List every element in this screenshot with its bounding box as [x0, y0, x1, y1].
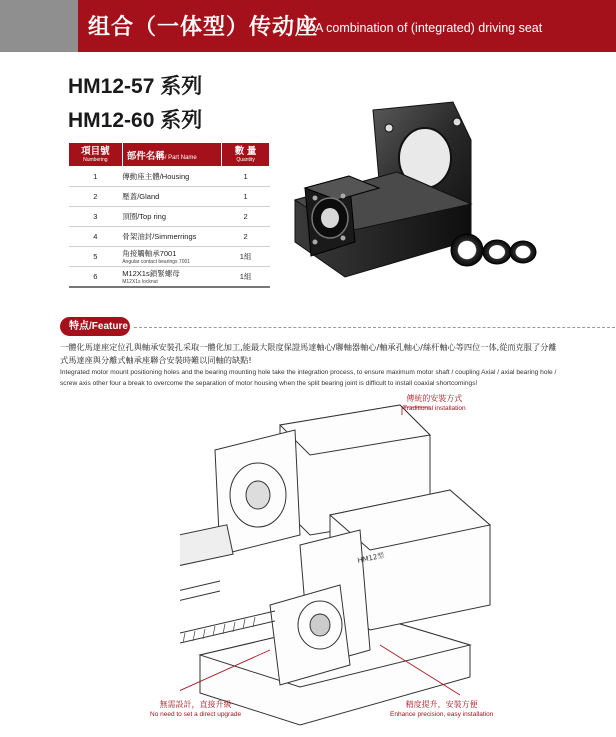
- row-quantity: 2: [222, 227, 270, 247]
- header-quantity: 數 量 Quantity: [222, 143, 270, 167]
- header-numbering: 項目號 Numbering: [69, 143, 123, 167]
- table-row: [69, 227, 270, 247]
- banner-title-en: A combination of (integrated) driving seat: [315, 21, 543, 35]
- feature-text-en: Integrated motor mount positioning holes and the bearing mounting hole take the integration process, to ensure maximum motor shaft / coupling Axial / axial bearing hole / screw axis other four a break to overcome the separation of motor housing when the split bearing joint is difficult to install coaxial shortcomings!: [60, 369, 557, 387]
- row-number: 2: [69, 187, 123, 207]
- row-number: 6: [69, 267, 123, 287]
- row-number: 4: [69, 227, 123, 247]
- row-number: 1: [69, 167, 123, 187]
- parts-table: [68, 142, 270, 288]
- callout-direct-upgrade: [150, 700, 241, 719]
- callout-traditional-cn: 傳統的安裝方式: [406, 394, 463, 403]
- callout-traditional: [403, 394, 466, 413]
- diagram-model-label: HM12型: [356, 551, 386, 565]
- row-quantity: 1: [222, 187, 270, 207]
- row-quantity: 2: [222, 207, 270, 227]
- row-part-name: 壓蓋/Gland: [122, 187, 222, 207]
- banner-gray-block: [0, 0, 78, 52]
- feature-text-cn: 一體化馬達座定位孔與軸承安裝孔采取一體化加工,能最大限度保證馬達軸心/聯軸器軸心/軸承孔軸心/絲杆軸心等四位一体,從而克服了分離式馬達座與分離式軸承座聯合安裝時難以同軸的缺點!: [60, 342, 557, 365]
- table-row: [69, 167, 270, 187]
- callout-direct-cn: 無需設計，直接升級: [159, 700, 232, 709]
- feature-label: 特点/Feature: [60, 317, 130, 336]
- series-title-60: HM12-60 系列: [68, 109, 203, 132]
- row-part-name: [122, 267, 222, 287]
- series-title-57: HM12-57 系列: [68, 75, 203, 98]
- row-quantity: 1: [222, 167, 270, 187]
- row-part-name-sub: Angular contact bearings 7001: [122, 259, 191, 265]
- product-photo: [285, 92, 555, 302]
- table-header-row: [69, 143, 270, 167]
- table-row: [69, 247, 270, 267]
- banner-title-cn: 组合（一体型）传动座: [88, 15, 319, 40]
- row-part-name: [122, 247, 222, 267]
- callout-enhance-en: Enhance precision, easy installation: [390, 711, 494, 718]
- row-part-name-sub: M12X1s locknut: [122, 278, 158, 285]
- row-part-name: 骨架油封/Simmerrings: [122, 227, 222, 247]
- row-part-name: 傳動座主體/Housing: [122, 167, 222, 187]
- callout-traditional-en: Traditional installation: [403, 405, 466, 412]
- table-row: [69, 207, 270, 227]
- row-part-name-main: 角接觸軸承7001: [122, 249, 177, 258]
- callout-enhance: [390, 700, 493, 719]
- row-number: 5: [69, 247, 123, 267]
- callout-enhance-cn: 精度提升，安裝方便: [405, 700, 478, 709]
- row-quantity: 1組: [222, 247, 270, 267]
- row-number: 3: [69, 207, 123, 227]
- feature-divider: [134, 327, 616, 328]
- installation-diagram: [180, 395, 540, 735]
- header-part-name: 部件名稱/ Part Name: [122, 143, 222, 167]
- row-quantity: 1組: [222, 267, 270, 287]
- callout-direct-en: No need to set a direct upgrade: [150, 711, 242, 718]
- row-part-name-main: M12X1s鎖緊螺母: [122, 268, 180, 278]
- header-banner: [0, 0, 616, 52]
- table-row: [69, 267, 270, 287]
- table-row: [69, 187, 270, 207]
- row-part-name: 頂圈/Top ring: [122, 207, 222, 227]
